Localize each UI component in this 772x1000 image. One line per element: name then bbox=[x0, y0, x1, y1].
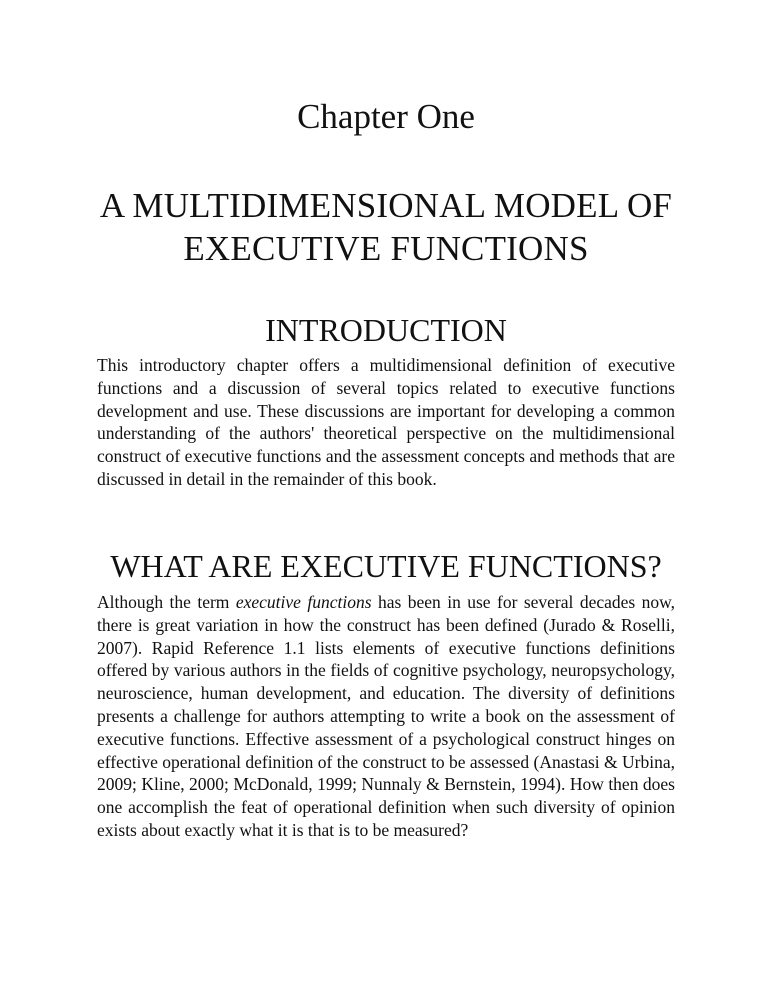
section-heading-what-are-executive-functions: WHAT ARE EXECUTIVE FUNCTIONS? bbox=[110, 548, 662, 584]
introduction-paragraph: This introductory chapter offers a multidimensional definition of executive functions and a discussion of several topics related to executive functions development and use. These discussions are important for developing a common understanding of the authors' theoretical perspective on the multidimensional construct of executive functions and the assessment concepts and methods that are discussed in detail in the remainder of this book. bbox=[97, 355, 675, 489]
what-are-executive-functions-paragraph bbox=[97, 591, 675, 842]
section-heading-introduction: INTRODUCTION bbox=[265, 312, 507, 348]
chapter-title: A MULTIDIMENSIONAL MODEL OF EXECUTIVE FUNCTIONS bbox=[99, 186, 673, 268]
emphasized-term: executive functions bbox=[235, 592, 372, 612]
paragraph-text-end: has been in use for several decades now, there is great variation in how the construct has been defined (Jurado & Roselli, 2007). Rapid Reference 1.1 lists elements of executive functions definitions offered by various authors in the fields of cognitive psychology, neuropsychology, neuroscience, human development, and education. The diversity of definitions presents a challenge for authors attempting to write a book on the assessment of executive functions. Effective assessment of a psychological construct hinges on effective operational definition of the construct to be assessed (Anastasi & Urbina, 2009; Kline, 2000; McDonald, 1999; Nunnaly & Bernstein, 1994). How then does one accomplish the feat of operational definition when such diversity of opinion exists about exactly what it is that is to be measured? bbox=[97, 592, 676, 840]
paragraph-text-start: Although the term bbox=[97, 592, 236, 612]
chapter-label: Chapter One bbox=[297, 97, 475, 136]
